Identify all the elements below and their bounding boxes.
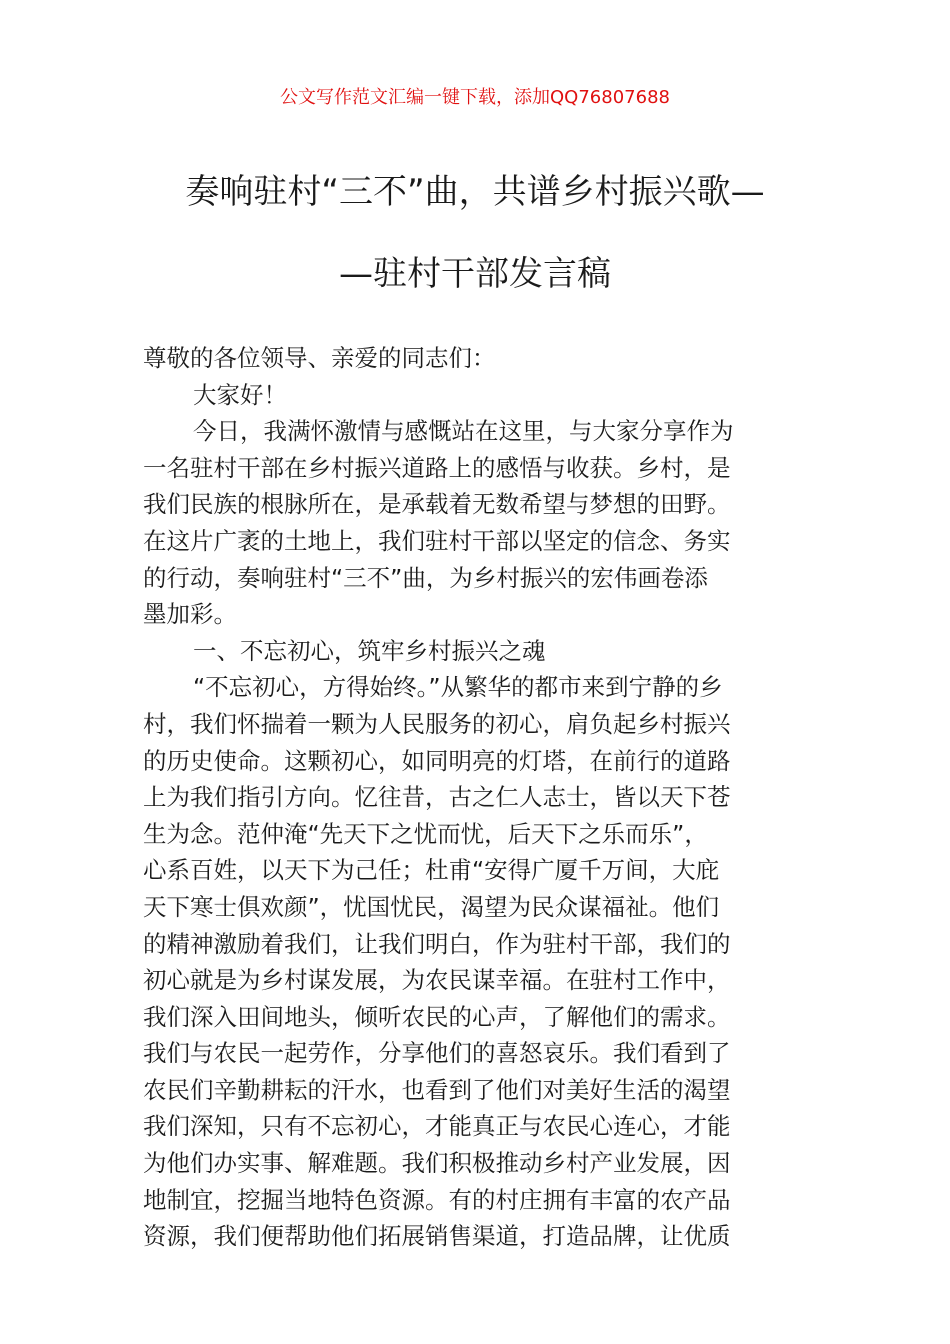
body-line: 生为念。范仲淹“先天下之忧而忧，后天下之乐而乐”， bbox=[143, 819, 708, 848]
body-line: 我们深知，只有不忘初心，才能真正与农民心连心，才能 bbox=[143, 1112, 731, 1141]
body-line: 心系百姓，以天下为己任；杜甫“安得广厦千万间，大庇 bbox=[143, 856, 720, 885]
body-line: 资源，我们便帮助他们拓展销售渠道，打造品牌，让优质 bbox=[143, 1222, 731, 1251]
body-line: 的历史使命。这颗初心，如同明亮的灯塔，在前行的道路 bbox=[143, 746, 731, 775]
body-line: 一名驻村干部在乡村振兴道路上的感悟与收获。乡村，是 bbox=[143, 453, 731, 482]
title-line-2: —驻村干部发言稿 bbox=[339, 254, 611, 294]
body-line: “不忘初心，方得始终。”从繁华的都市来到宁静的乡 bbox=[193, 673, 723, 702]
body-line: 天下寒士俱欢颜”，忧国忧民，渴望为民众谋福祉。他们 bbox=[143, 892, 720, 921]
body-line: 我们与农民一起劳作，分享他们的喜怒哀乐。我们看到了 bbox=[143, 1039, 731, 1068]
body-line: 墨加彩。 bbox=[143, 600, 237, 629]
body-line: 在这片广袤的土地上，我们驻村干部以坚定的信念、务实 bbox=[143, 526, 731, 555]
body-line: 地制宜，挖掘当地特色资源。有的村庄拥有丰富的农产品 bbox=[143, 1185, 731, 1214]
body-line: 我们深入田间地头，倾听农民的心声，了解他们的需求。 bbox=[143, 1002, 731, 1031]
promo-note: 公文写作范文汇编一键下载，添加QQ76807688 bbox=[280, 87, 670, 108]
section-heading: 一、不忘初心，筑牢乡村振兴之魂 bbox=[193, 636, 546, 665]
body-line: 初心就是为乡村谋发展，为农民谋幸福。在驻村工作中， bbox=[143, 966, 731, 995]
body-line: 我们民族的根脉所在，是承载着无数希望与梦想的田野。 bbox=[143, 490, 731, 519]
body-line: 的行动，奏响驻村“三不”曲，为乡村振兴的宏伟画卷添 bbox=[143, 563, 708, 592]
body-line: 为他们办实事、解难题。我们积极推动乡村产业发展，因 bbox=[143, 1149, 731, 1178]
body-line: 上为我们指引方向。忆往昔，古之仁人志士，皆以天下苍 bbox=[143, 783, 731, 812]
title-line-1: 奏响驻村“三不”曲，共谱乡村振兴歌— bbox=[185, 172, 765, 212]
body-line: 村，我们怀揣着一颗为人民服务的初心，肩负起乡村振兴 bbox=[143, 709, 731, 738]
document-body bbox=[143, 340, 813, 1255]
body-line: 今日，我满怀激情与感慨站在这里，与大家分享作为 bbox=[193, 417, 734, 446]
body-line: 农民们辛勤耕耘的汗水，也看到了他们对美好生活的渴望 bbox=[143, 1075, 731, 1104]
body-line: 的精神激励着我们，让我们明白，作为驻村干部，我们的 bbox=[143, 929, 731, 958]
greeting: 大家好！ bbox=[193, 380, 287, 409]
salutation: 尊敬的各位领导、亲爱的同志们： bbox=[143, 344, 496, 372]
